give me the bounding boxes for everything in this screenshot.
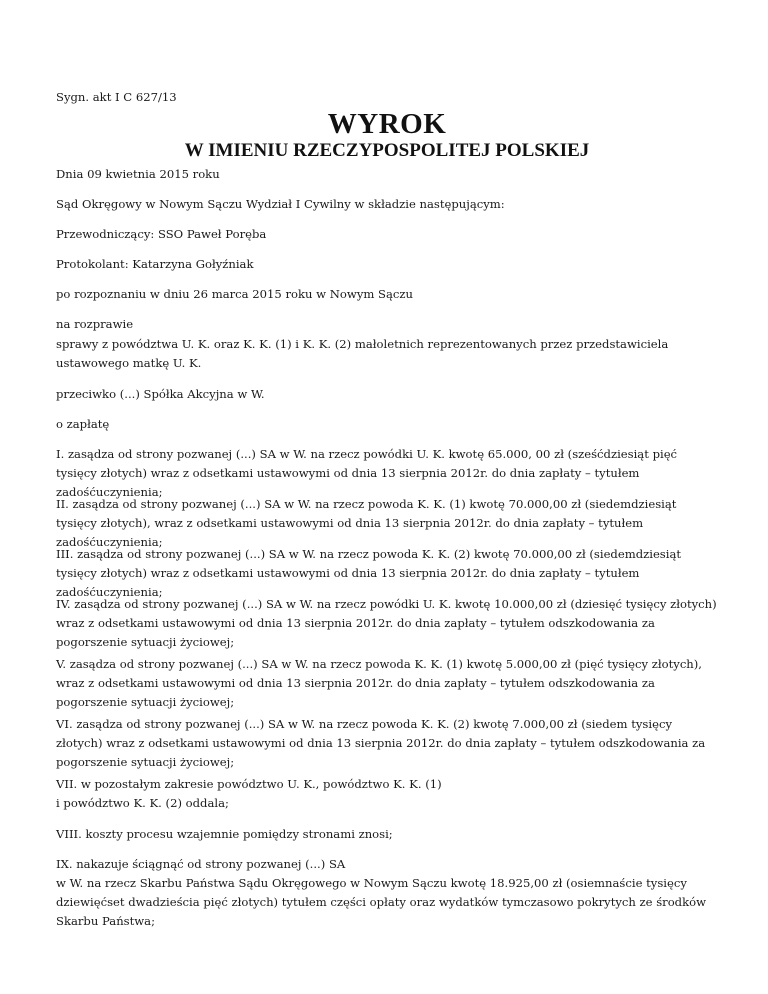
point-ii: II. zasądza od strony pozwanej (...) SA w W. na rzecz powoda K. K. (1) kwotę 70.000,00 zł (siedemdziesiąt tysięcy złotych), wraz z odsetkami ustawowymi od dnia 13 sierpnia 2012r. do dnia zapłaty – tytułem zadośćuczynienia;: [56, 497, 677, 549]
point-i: I. zasądza od strony pozwanej (...) SA w W. na rzecz powódki U. K. kwotę 65.000, 00 zł (sześćdziesiąt pięć tysięcy złotych) wraz z odsetkami ustawowymi od dnia 13 sierpnia 2012r. do dnia zapłaty – tytułem zadośćuczynienia;: [56, 447, 678, 499]
clerk-line: Protokolant: Katarzyna Gołyźniak: [56, 257, 254, 271]
case-signature: Sygn. akt I C 627/13: [56, 90, 177, 104]
point-v: V. zasądza od strony pozwanej (...) SA w W. na rzecz powoda K. K. (1) kwotę 5.000,00 zł (pięć tysięcy złotych), wraz z odsetkami ustawowymi od dnia 13 sierpnia 2012r. do dnia zapłaty – tytułem odszkodowania za pogorszenie sytuacji życiowej;: [56, 657, 702, 709]
session-line: na rozprawie: [56, 317, 134, 331]
date-line: Dnia 09 kwietnia 2015 roku: [56, 167, 220, 181]
point-ix-line-2: w W. na rzecz Skarbu Państwa Sądu Okręgowego w Nowym Sączu kwotę 18.925,00 zł (osiemnaście tysięcy dziewięćset dwadzieścia pięć złotych) tytułem części opłaty oraz wydatków tymczasowo pokrytych ze środków Skarbu Państwa;: [56, 876, 707, 928]
document-subtitle: W IMIENIU RZECZYPOSPOLITEJ POLSKIEJ: [184, 140, 590, 161]
point-vii-line-1: VII. w pozostałym zakresie powództwo U. K., powództwo K. K. (1): [56, 777, 442, 791]
point-iv: IV. zasądza od strony pozwanej (...) SA w W. na rzecz powódki U. K. kwotę 10.000,00 zł (dziesięć tysięcy złotych) wraz z odsetkami ustawowymi od dnia 13 sierpnia 2012r. do dnia zapłaty – tytułem odszkodowania za pogorszenie sytuacji życiowej;: [56, 597, 717, 649]
case-line: sprawy z powództwa U. K. oraz K. K. (1) i K. K. (2) małoletnich reprezentowanych przez przedstawiciela ustawowego matkę U. K.: [56, 337, 669, 370]
point-vii: [56, 775, 718, 813]
court-line: Sąd Okręgowy w Nowym Sączu Wydział I Cywilny w składzie następującym:: [56, 197, 505, 211]
point-ix: [56, 855, 718, 931]
point-viii: VIII. koszty procesu wzajemnie pomiędzy stronami znosi;: [56, 827, 393, 841]
hearing-line: po rozpoznaniu w dniu 26 marca 2015 roku w Nowym Sączu: [56, 287, 413, 301]
against-line: przeciwko (...) Spółka Akcyjna w W.: [56, 387, 265, 401]
chair-line: Przewodniczący: SSO Paweł Poręba: [56, 227, 267, 241]
document-title: WYROK: [327, 108, 447, 140]
point-ix-line-1: IX. nakazuje ściągnąć od strony pozwanej (...) SA: [56, 857, 346, 871]
point-vii-line-2: i powództwo K. K. (2) oddala;: [56, 796, 229, 810]
point-iii: III. zasądza od strony pozwanej (...) SA w W. na rzecz powoda K. K. (2) kwotę 70.000,00 zł (siedemdziesiąt tysięcy złotych) wraz z odsetkami ustawowymi od dnia 13 sierpnia 2012r. do dnia zapłaty – tytułem zadośćuczynienia;: [56, 547, 682, 599]
subject-line: o zapłatę: [56, 417, 110, 431]
point-vi: VI. zasądza od strony pozwanej (...) SA w W. na rzecz powoda K. K. (2) kwotę 7.000,00 zł (siedem tysięcy złotych) wraz z odsetkami ustawowymi od dnia 13 sierpnia 2012r. do dnia zapłaty – tytułem odszkodowania za pogorszenie sytuacji życiowej;: [56, 717, 706, 769]
